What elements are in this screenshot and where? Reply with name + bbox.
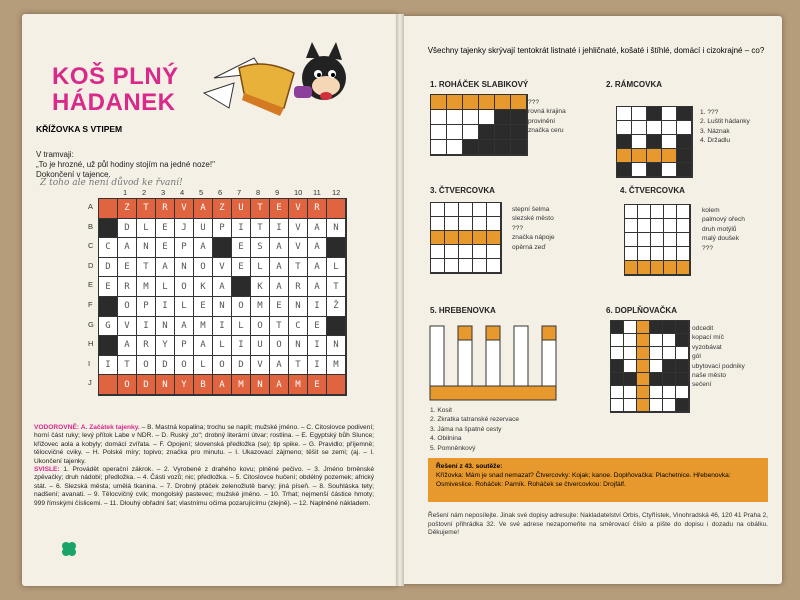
grid-cell: A (118, 238, 137, 258)
section-1-title: 1. ROHÁČEK SLABIKOVÝ (430, 80, 529, 89)
grid-cell: A (270, 356, 289, 376)
section-4-clues: kolem palmový ořech druh motýlů malý doušek ??? (702, 207, 745, 252)
row-letter: D (88, 260, 94, 270)
column-number: 4 (180, 188, 185, 197)
grid-cell: R (118, 277, 137, 297)
grid-cell (232, 277, 251, 297)
grid-cell: M (232, 375, 251, 395)
grid-cell: I (308, 336, 327, 356)
clues-vertical-head: SVISLE: (34, 466, 60, 474)
puzzle-6-grid (610, 320, 690, 413)
grid-cell: O (270, 336, 289, 356)
clues-vertical: 1. Provádět operační zákrok. – 2. Vyrobené z drahého kovu; plněné pečivo. – 3. Jméno brněnské zpěvačky; druh nádobí; předložka. – 4. Části vozů; nic; předložka. – 5. Citoslovce hučení; obdélný pozemek; africký stát. – 6. Slezská města; umělá tkanina. – 7. Drobný ptáček zelenožlutě barvy; jiná píseň. – 8. Souhláska tety; nadšení; avanati. – 9. Tělocvičný cvik; mongolský pastevec; mužské jméno. – 10. Trhat; nejmenší částice hmoty; 999 římskými číslicemi. – 11. Dlouhý obřadní šat; vlastnímu očima pozarujícímu (zlejně). – 12. Naplněné nákladem. (34, 466, 374, 507)
grid-cell: O (251, 317, 270, 337)
clues-block (34, 424, 374, 508)
column-number: 6 (218, 188, 223, 197)
grid-cell: I (308, 356, 327, 376)
grid-cell: A (308, 258, 327, 278)
grid-cell: A (270, 375, 289, 395)
grid-cell: T (289, 356, 308, 376)
column-number: 2 (142, 188, 147, 197)
grid-cell: P (137, 297, 156, 317)
section-5-title: 5. HREBENOVKA (430, 306, 496, 315)
grid-cell: U (194, 219, 213, 239)
crossword-subheading: KŘÍŽOVKA S VTIPEM (36, 124, 123, 134)
grid-cell: E (156, 219, 175, 239)
grid-cell: A (308, 238, 327, 258)
grid-cell: N (289, 297, 308, 317)
grid-cell: N (251, 375, 270, 395)
grid-cell: A (194, 336, 213, 356)
grid-cell: I (99, 356, 118, 376)
grid-cell: K (251, 277, 270, 297)
puzzle-5-comb-grid (428, 318, 564, 406)
grid-cell: E (308, 317, 327, 337)
clover-logo-icon (60, 540, 78, 558)
grid-cell: D (118, 219, 137, 239)
grid-cell: S (251, 238, 270, 258)
grid-cell: N (327, 336, 346, 356)
grid-cell: Ž (327, 297, 346, 317)
cat-illustration (184, 38, 354, 122)
grid-cell: M (327, 356, 346, 376)
grid-cell: V (118, 317, 137, 337)
grid-cell: R (137, 336, 156, 356)
grid-cell: L (194, 356, 213, 376)
grid-cell: P (175, 336, 194, 356)
grid-cell: I (270, 219, 289, 239)
grid-cell: D (232, 356, 251, 376)
grid-cell: D (156, 356, 175, 376)
row-letter: C (88, 241, 94, 251)
grid-cell: N (156, 375, 175, 395)
grid-cell: U (232, 199, 251, 219)
grid-cell: A (308, 219, 327, 239)
column-number: 3 (161, 188, 166, 197)
grid-cell (327, 317, 346, 337)
grid-cell: R (289, 277, 308, 297)
row-letter: A (88, 202, 94, 211)
grid-cell: Z (118, 199, 137, 219)
grid-cell (327, 238, 346, 258)
grid-cell: I (232, 219, 251, 239)
grid-cell: V (213, 258, 232, 278)
address-note: Řešení nám neposílejte. Jinak své dopisy adresujte: Nakladatelství Orbis, Ctyřlístek, Vinohradská 46, 120 41 Praha 2, poštovní přihrádka 32. Ve své adrese nezapomeňte na směrovací číslo a pište do dopisu i dozadu na obálku. Děkujeme! (428, 512, 768, 537)
grid-cell: P (213, 219, 232, 239)
grid-cell: V (289, 238, 308, 258)
grid-cell: O (194, 258, 213, 278)
grid-cell: A (213, 277, 232, 297)
grid-cell: A (270, 238, 289, 258)
grid-cell: N (213, 297, 232, 317)
grid-cell: O (118, 297, 137, 317)
grid-cell: T (270, 317, 289, 337)
grid-cell: E (194, 297, 213, 317)
grid-cell: V (175, 199, 194, 219)
grid-cell: E (270, 297, 289, 317)
grid-cell: M (137, 277, 156, 297)
solutions-title: Řešení z 43. soutěže: (436, 463, 503, 470)
column-number: 9 (275, 188, 280, 197)
grid-cell: D (137, 375, 156, 395)
page-title-line1: KOŠ PLNÝ (52, 63, 179, 90)
grid-cell: L (251, 258, 270, 278)
grid-cell: M (251, 297, 270, 317)
grid-cell: A (194, 199, 213, 219)
page-title-line2: HÁDANEK (52, 89, 176, 116)
grid-cell: I (308, 297, 327, 317)
grid-cell: O (213, 356, 232, 376)
grid-cell: I (156, 297, 175, 317)
grid-cell (99, 336, 118, 356)
grid-cell: C (99, 238, 118, 258)
grid-cell: A (156, 258, 175, 278)
grid-cell: A (270, 258, 289, 278)
grid-cell: N (137, 238, 156, 258)
grid-cell: Y (175, 375, 194, 395)
row-letter: G (88, 319, 94, 329)
row-letter: F (88, 300, 93, 309)
grid-cell: L (232, 317, 251, 337)
grid-cell: D (99, 258, 118, 278)
grid-cell: L (327, 258, 346, 278)
grid-cell: E (232, 258, 251, 278)
puzzle-1-grid (430, 94, 528, 156)
section-6-clues: odcedit kopací míč vyzobávat gól ubytovací podniky naše město sečení (692, 325, 745, 389)
section-1-clues: ??? rovná krajina provinění značka ceru (528, 99, 566, 135)
handwritten-answer: Z toho ale není důvod ke řvaní! (40, 178, 183, 188)
grid-cell: E (270, 199, 289, 219)
grid-cell: A (270, 277, 289, 297)
grid-cell: E (308, 375, 327, 395)
column-number: 1 (123, 188, 128, 197)
puzzle-3-grid (430, 202, 502, 274)
grid-cell: T (137, 199, 156, 219)
grid-cell: O (175, 277, 194, 297)
grid-cell: O (118, 375, 137, 395)
grid-cell: O (175, 356, 194, 376)
column-number: 11 (313, 188, 321, 197)
row-letter: J (88, 378, 92, 388)
grid-cell: A (308, 277, 327, 297)
grid-cell: O (232, 297, 251, 317)
grid-cell: C (289, 317, 308, 337)
grid-cell: Z (213, 199, 232, 219)
grid-cell (213, 238, 232, 258)
grid-cell: U (251, 336, 270, 356)
row-letter: E (88, 280, 94, 290)
column-number: 5 (199, 188, 204, 197)
grid-cell (99, 199, 118, 219)
grid-cell: A (213, 375, 232, 395)
puzzle-2-grid (616, 106, 693, 178)
section-2-title: 2. RÁMCOVKA (606, 80, 663, 89)
grid-cell (99, 297, 118, 317)
grid-cell: R (308, 199, 327, 219)
grid-cell (99, 219, 118, 239)
grid-cell: T (137, 258, 156, 278)
grid-cell: N (327, 219, 346, 239)
grid-cell: A (118, 336, 137, 356)
grid-cell: T (289, 258, 308, 278)
clues-horizontal-head: VODOROVNĚ: A. Začátek tajenky. (34, 424, 140, 431)
section-5-clues: 1. Kosit 2. Zkratka tatranské rezervace 3. Jáma na špatné cesty 4. Obilnina 5. Pomněnkový (430, 407, 520, 452)
grid-cell: T (118, 356, 137, 376)
grid-cell: J (175, 219, 194, 239)
grid-cell: B (194, 375, 213, 395)
section-3-clues: stepní šelma slezské město ??? značka nápoje opěrná zeď (512, 206, 555, 251)
grid-cell: G (99, 317, 118, 337)
solutions-text: Křížovka: Mám je snad nemazat? Čtvercovky: Kojak; kanoe. Doplňovačka: Plachetnice. Hřebenovka: Osmiveslice. Roháček: Parník. Roháček se čtvercovkou: Drojfálf. (436, 472, 731, 488)
row-letter: B (88, 221, 94, 231)
grid-cell: E (99, 277, 118, 297)
grid-cell: L (156, 277, 175, 297)
right-intro: Všechny tajenky skrývají tentokrát listnaté i jehličnaté, košaté i štíhlé, domácí i cizokrajné – co? (427, 46, 765, 55)
grid-cell: L (137, 219, 156, 239)
grid-cell (327, 199, 346, 219)
grid-cell: T (251, 219, 270, 239)
grid-cell: I (137, 317, 156, 337)
grid-cell: M (289, 375, 308, 395)
grid-cell: N (156, 317, 175, 337)
column-number: 12 (332, 188, 341, 197)
grid-cell: I (213, 317, 232, 337)
puzzle-4-grid (624, 204, 691, 276)
section-2-clues: 1. ??? 2. Luštit hádanky 3. Náznak 4. Držadlu (700, 109, 750, 145)
row-letter: I (88, 358, 91, 368)
book-spine (396, 14, 404, 586)
main-crossword-grid (98, 198, 347, 396)
grid-cell (99, 375, 118, 395)
column-number: 7 (237, 188, 242, 197)
previous-solutions-box (428, 458, 768, 502)
grid-cell: N (289, 336, 308, 356)
grid-cell: E (232, 238, 251, 258)
grid-cell: Y (156, 336, 175, 356)
grid-cell: V (251, 356, 270, 376)
column-number: 10 (294, 188, 303, 197)
grid-cell: E (118, 258, 137, 278)
grid-cell (327, 375, 346, 395)
grid-cell: V (289, 199, 308, 219)
crossword-intro: V tramvaji: „To je hrozné, už půl hodiny stojím na jedné noze!" Dokončení v tajence. (36, 150, 215, 179)
clues-horizontal: – B. Mastná kopalina; trochu se napít; mužské jméno. – C. Citoslovce podivení; horní část ruky; levý přítok Labe v NDR. – D. Ruský „to"; drobný literární útvar; rostlina. – E. Egyptský bůh Slunce; křižovec aola a kobyly; domácí zvířata. – F. Opojení; slovenská předložka (se); tip spike. – G. Pravidlo; příjemně; tělocvičné cviky. – H. Polské míry; topivo; značka pro minutu. – I. Ukazovací zájmeno; těšit se zemi; (aj. – I. Ukončení tajenky. (34, 424, 374, 465)
row-letter: H (88, 339, 94, 349)
grid-cell: L (213, 336, 232, 356)
grid-cell: R (156, 199, 175, 219)
grid-cell: O (137, 356, 156, 376)
section-3-title: 3. ČTVERCOVKA (430, 186, 495, 195)
grid-cell: A (194, 238, 213, 258)
grid-cell: T (251, 199, 270, 219)
grid-cell: L (175, 297, 194, 317)
grid-cell: A (175, 317, 194, 337)
grid-cell: P (175, 238, 194, 258)
grid-cell: K (194, 277, 213, 297)
grid-cell: N (175, 258, 194, 278)
grid-cell: V (289, 219, 308, 239)
grid-cell: M (194, 317, 213, 337)
section-6-title: 6. DOPLŇOVAČKA (606, 306, 677, 315)
grid-cell: T (327, 277, 346, 297)
grid-cell: I (232, 336, 251, 356)
section-4-title: 4. ČTVERCOVKA (620, 186, 685, 195)
grid-cell: E (156, 238, 175, 258)
column-number: 8 (256, 188, 261, 197)
